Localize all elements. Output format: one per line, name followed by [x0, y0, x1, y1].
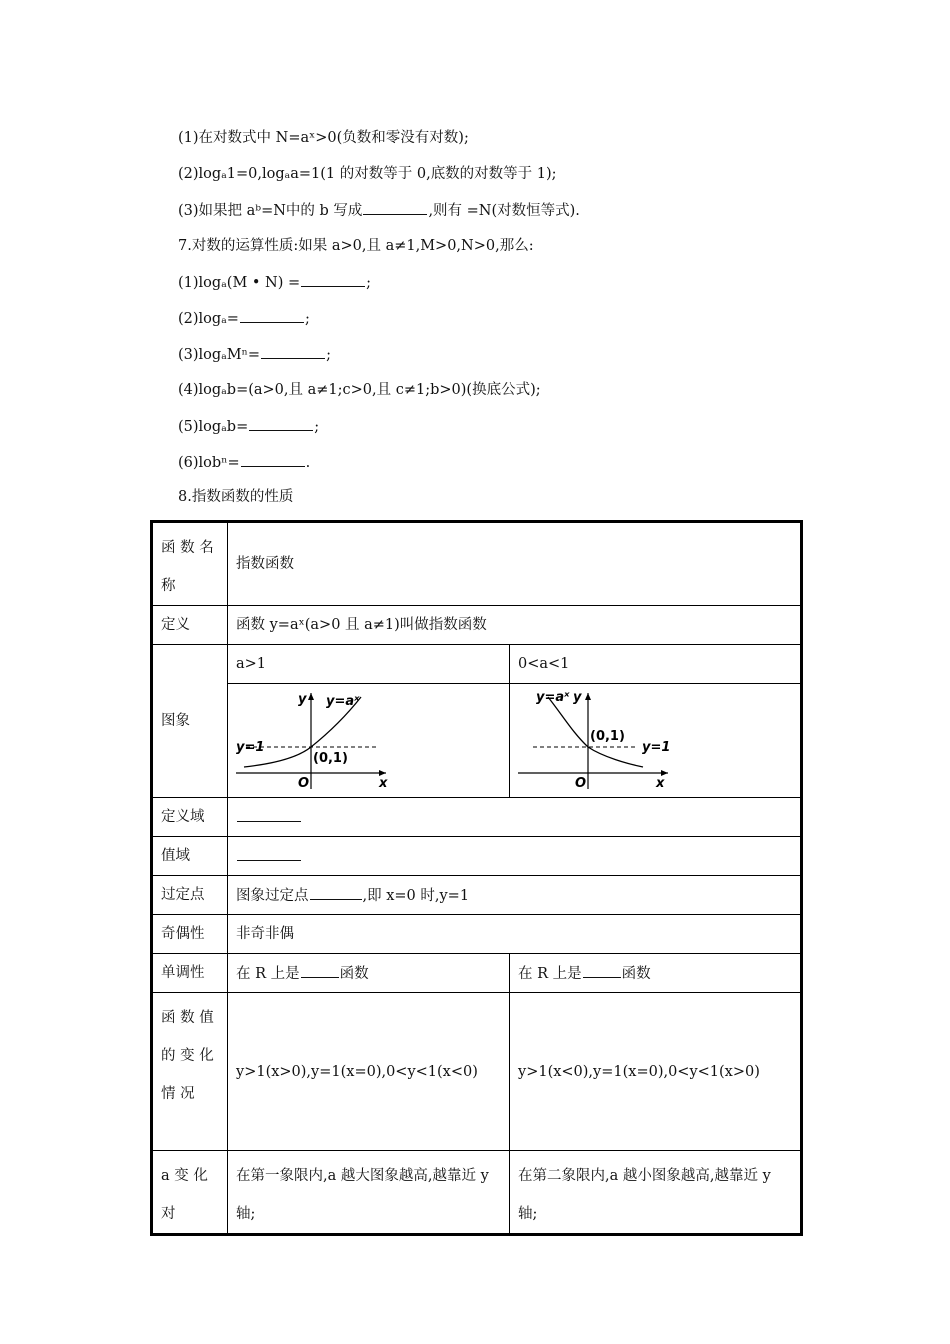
- blank-field[interactable]: [310, 885, 362, 900]
- range-value: [228, 837, 802, 876]
- mono-post: 函数: [621, 965, 651, 982]
- x-axis-label: x: [379, 775, 388, 791]
- prop7-item5-text: (5)logₐb=: [178, 419, 249, 435]
- table-row: [152, 645, 802, 684]
- blank-field[interactable]: [583, 963, 621, 978]
- prop7-item1: [178, 272, 371, 293]
- case2-label: 0<a<1: [510, 645, 802, 684]
- domain-label: 定义域: [152, 798, 228, 837]
- semicolon: ;: [326, 347, 331, 363]
- fixed-point-value: [228, 876, 802, 915]
- table-row: [152, 993, 802, 1151]
- exponential-decay-graph: [518, 689, 671, 791]
- blank-field[interactable]: [240, 308, 304, 323]
- semicolon: ;: [304, 311, 310, 327]
- fixed-pre: 图象过定点: [236, 887, 309, 904]
- table-row: [152, 798, 802, 837]
- blank-field[interactable]: [301, 963, 339, 978]
- fixed-post: ,即 x=0 时,y=1: [362, 887, 470, 904]
- exponential-properties-table: [150, 520, 803, 1236]
- monotonicity-label: 单调性: [152, 954, 228, 993]
- a-variation-label: a 变 化 对: [152, 1151, 228, 1235]
- blank-field[interactable]: [237, 807, 301, 822]
- parity-label: 奇偶性: [152, 915, 228, 954]
- blank-field[interactable]: [301, 272, 365, 287]
- prop6-item3-post: ,则有 =N(对数恒等式).: [428, 203, 580, 219]
- x-axis-label: x: [656, 775, 665, 791]
- exponential-growth-graph: [236, 691, 386, 791]
- table-row: [152, 1151, 802, 1235]
- prop7-item3-text: (3)logₐMⁿ=: [178, 347, 261, 363]
- table-row: [152, 684, 802, 798]
- asymptote-label: y=1: [642, 739, 671, 755]
- table-row: [152, 606, 802, 645]
- prop6-item3-pre: (3)如果把 aᵇ=N中的 b 写成: [178, 203, 363, 219]
- prop8-heading: 8.指数函数的性质: [178, 489, 294, 505]
- asymptote-label: y=1: [236, 739, 265, 755]
- monotonicity-case2: [510, 954, 802, 993]
- mono-pre: 在 R 上是: [518, 965, 582, 982]
- graph-label: 图象: [152, 645, 228, 798]
- prop6-item2: (2)logₐ1=0,logₐa=1(1 的对数等于 0,底数的对数等于 1);: [178, 166, 557, 182]
- curve-label: y=aˣ: [326, 693, 360, 709]
- value-change-label: 函 数 值 的 变 化 情 况: [152, 993, 228, 1151]
- prop7-item1-text: (1)logₐ(M • N) =: [178, 275, 301, 291]
- fixed-point-label: 过定点: [152, 876, 228, 915]
- graph2-cell: [510, 684, 802, 798]
- prop7-item5: [178, 416, 319, 437]
- mono-post: 函数: [339, 965, 369, 982]
- a-variation-case2: 在第二象限内,a 越小图象越高,越靠近 y 轴;: [510, 1151, 802, 1235]
- table-row: [152, 522, 802, 606]
- y-axis-label: y: [298, 691, 307, 707]
- semicolon: ;: [314, 419, 320, 435]
- a-variation-case1: 在第一象限内,a 越大图象越高,越靠近 y 轴;: [228, 1151, 510, 1235]
- name-label: 函 数 名 称: [152, 522, 228, 606]
- table-row: [152, 954, 802, 993]
- name-value: 指数函数: [228, 522, 802, 606]
- blank-field[interactable]: [261, 344, 325, 359]
- blank-field[interactable]: [241, 452, 305, 467]
- period: .: [305, 455, 311, 471]
- origin-label: O: [575, 775, 587, 791]
- prop7-item2-text: (2)logₐ=: [178, 311, 239, 327]
- prop7-item6-text: (6)lobⁿ=: [178, 455, 240, 471]
- prop6-item3: [178, 200, 580, 221]
- table-row: [152, 915, 802, 954]
- value-change-case1: y>1(x>0),y=1(x=0),0<y<1(x<0): [228, 993, 510, 1151]
- mono-pre: 在 R 上是: [236, 965, 300, 982]
- prop7-item6: [178, 452, 310, 473]
- curve-label: y=aˣ: [536, 689, 570, 705]
- prop7-item4: (4)logₐb=(a>0,且 a≠1;c>0,且 c≠1;b>0)(换底公式);: [178, 382, 541, 398]
- case1-label: a>1: [228, 645, 510, 684]
- prop7-item2: [178, 308, 310, 329]
- range-label: 值域: [152, 837, 228, 876]
- y-axis-label: y: [573, 689, 582, 705]
- prop7-heading: 7.对数的运算性质:如果 a>0,且 a≠1,M>0,N>0,那么:: [178, 238, 534, 254]
- blank-field[interactable]: [237, 846, 301, 861]
- graph1-cell: [228, 684, 510, 798]
- domain-value: [228, 798, 802, 837]
- def-label: 定义: [152, 606, 228, 645]
- point-label: (0,1): [313, 750, 348, 766]
- origin-label: O: [298, 775, 310, 791]
- value-change-case2: y>1(x<0),y=1(x=0),0<y<1(x>0): [510, 993, 802, 1151]
- prop7-item3: [178, 344, 331, 365]
- semicolon: ;: [366, 275, 372, 291]
- parity-value: 非奇非偶: [228, 915, 802, 954]
- def-value: 函数 y=aˣ(a>0 且 a≠1)叫做指数函数: [228, 606, 802, 645]
- monotonicity-case1: [228, 954, 510, 993]
- point-label: (0,1): [590, 728, 625, 744]
- prop6-item1: (1)在对数式中 N=aˣ>0(负数和零没有对数);: [178, 130, 469, 146]
- table-row: [152, 837, 802, 876]
- table-row: [152, 876, 802, 915]
- blank-field[interactable]: [249, 416, 313, 431]
- blank-field[interactable]: [363, 200, 427, 215]
